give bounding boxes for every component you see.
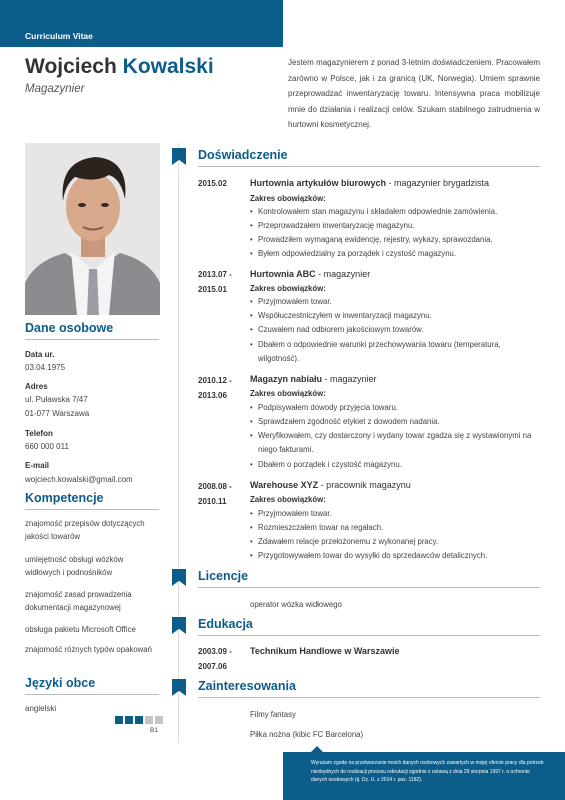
level-square	[135, 716, 143, 724]
profile-photo	[25, 143, 160, 315]
level-square	[145, 716, 153, 724]
language-name: angielski	[25, 704, 57, 713]
school-name: Technikum Handlowe w Warszawie	[250, 646, 400, 656]
email-label: E-mail	[25, 461, 50, 470]
divider	[198, 697, 540, 698]
section-marker-icon	[172, 679, 186, 696]
job-date: 2010.12 - 2013.06	[198, 376, 232, 400]
duty-item: • Dbałem o porządek i czystość magazynu.	[250, 458, 540, 472]
job-title-line: Hurtownia artykułów biurowych - magazynier brygadzista	[250, 178, 490, 188]
level-square	[125, 716, 133, 724]
duty-item: • Rozmieszczałem towar na regałach.	[250, 521, 540, 535]
consent-text: Wyrażam zgodę na przetwarzanie moich danych osobowych zawartych w mojej ofercie pracy dla potrzeb niezbędnych do realizacji procesu rekrutacji zgodnie z ustawą z dnia 29 sierpnia 1997 r. o ochronie danych osobowych (tj. Dz. U. z 2014 r. poz. 1182).	[311, 760, 544, 783]
section-marker-icon	[172, 148, 186, 165]
duty-item: • Zdawałem relacje przełożonemu z wykonanej pracy.	[250, 535, 540, 549]
last-name: Kowalski	[122, 55, 214, 78]
duty-item: • Przeprowadzałem inwentaryzację magazynu.	[250, 219, 540, 233]
job-date: 2008.08 - 2010.11	[198, 482, 232, 506]
duty-item: • Podpisywałem dowody przyjęcia towaru.	[250, 401, 540, 415]
skills-section-title: Kompetencje	[25, 491, 104, 505]
level-square	[155, 716, 163, 724]
phone-value: 660 000 011	[25, 442, 69, 451]
duty-item: • Przyjmowałem towar.	[250, 295, 540, 309]
duty-item: • Kontrolowałem stan magazynu i składałem odpowiednie zamówienia.	[250, 205, 540, 219]
divider	[198, 635, 540, 636]
language-level-indicator	[115, 716, 163, 724]
header-bar	[0, 0, 283, 47]
address-line2: 01-077 Warszawa	[25, 409, 90, 418]
timeline-line	[178, 143, 179, 743]
education-section-title: Edukacja	[198, 617, 253, 631]
portrait-illustration	[25, 143, 160, 315]
experience-section-title: Doświadczenie	[198, 148, 288, 162]
birth-value: 03.04.1975	[25, 363, 66, 372]
education-date: 2003.09 - 2007.06	[198, 647, 232, 671]
interest-item: Filmy fantasy	[250, 710, 296, 719]
divider	[25, 339, 159, 340]
divider	[198, 587, 540, 588]
duty-item: • Przyjmowałem towar.	[250, 507, 540, 521]
skill-item: znajomość przepisów dotyczących jakości towarów	[25, 519, 145, 541]
duty-item: • Współuczestniczyłem w inwentaryzacji magazynu.	[250, 309, 540, 323]
email-value[interactable]: wojciech.kowalski@gmail.com	[25, 475, 133, 484]
birth-label: Data ur.	[25, 350, 55, 359]
section-marker-icon	[172, 617, 186, 634]
level-square	[115, 716, 123, 724]
duty-item: • Sprawdzałem zgodność etykiet z dowodem nadania.	[250, 415, 540, 429]
duties-label: Zakres obowiązków:	[250, 495, 326, 504]
language-level-label: B1	[150, 727, 158, 734]
section-marker-icon	[172, 569, 186, 586]
job-date: 2015.02	[198, 179, 227, 188]
skill-item: obsługa pakietu Microsoft Office	[25, 625, 136, 634]
skill-item: umiejętność obsługi wózków widłowych i podnośników	[25, 555, 124, 577]
address-line1: ul. Puławska 7/47	[25, 395, 88, 404]
license-item: operator wózka widłowego	[250, 600, 342, 609]
duty-item: • Czuwałem nad odbiorem jakościowym towarów.	[250, 323, 540, 337]
job-title: Magazynier	[25, 83, 85, 95]
duty-item: • Prowadziłem wymaganą ewidencję, rejestry, wykazy, sprawozdania.	[250, 233, 540, 247]
languages-section-title: Języki obce	[25, 676, 96, 690]
address-label: Adres	[25, 382, 48, 391]
licenses-section-title: Licencje	[198, 569, 249, 583]
divider	[25, 509, 159, 510]
duty-item: • Dbałem o odpowiednie warunki przechowywania towaru (temperatura, wilgotność).	[250, 338, 540, 366]
duties-label: Zakres obowiązków:	[250, 284, 326, 293]
duties-label: Zakres obowiązków:	[250, 389, 326, 398]
divider	[25, 694, 159, 695]
candidate-name	[25, 55, 214, 79]
skill-item: znajomość różnych typów opakowań	[25, 645, 152, 654]
personal-section-title: Dane osobowe	[25, 321, 114, 335]
consent-box	[283, 752, 565, 800]
job-title-line: Warehouse XYZ - pracownik magazynu	[250, 480, 411, 490]
intro-text: Jestem magazynierem z ponad 3-letnim doświadczeniem. Pracowałem zarówno w Polsce, jak i za granicą (UK, Norwegia). Umiem sprawnie przeprowadzać inwentaryzację towaru. Intensywna praca mobilizuje mnie do działania i realizacji celów. Szukam stabilnego zatrudnienia w hurtowni kosmetycznej.	[288, 58, 540, 129]
phone-label: Telefon	[25, 429, 53, 438]
duty-item: • Byłem odpowiedzialny za porządek i czystość magazynu.	[250, 247, 540, 261]
interests-section-title: Zainteresowania	[198, 679, 296, 693]
duties-label: Zakres obowiązków:	[250, 194, 326, 203]
job-date: 2013.07 - 2015.01	[198, 270, 232, 294]
duty-item: • Przygotowywałem towar do wysyłki do sprzedawców detalicznych.	[250, 549, 540, 563]
first-name: Wojciech	[25, 55, 117, 78]
job-title-line: Magazyn nabiału - magazynier	[250, 374, 377, 384]
duty-item: • Weryfikowałem, czy dostarczony i wydany towar zgadza się z wystawionymi na niego fakturami.	[250, 429, 540, 457]
skill-item: znajomość zasad prowadzenia dokumentacji magazynowej	[25, 590, 132, 612]
divider	[198, 166, 540, 167]
interest-item: Piłka nożna (kibic FC Barcelona)	[250, 730, 364, 739]
job-title-line: Hurtownia ABC - magazynier	[250, 269, 371, 279]
cv-label: Curriculum Vitae	[25, 31, 93, 41]
